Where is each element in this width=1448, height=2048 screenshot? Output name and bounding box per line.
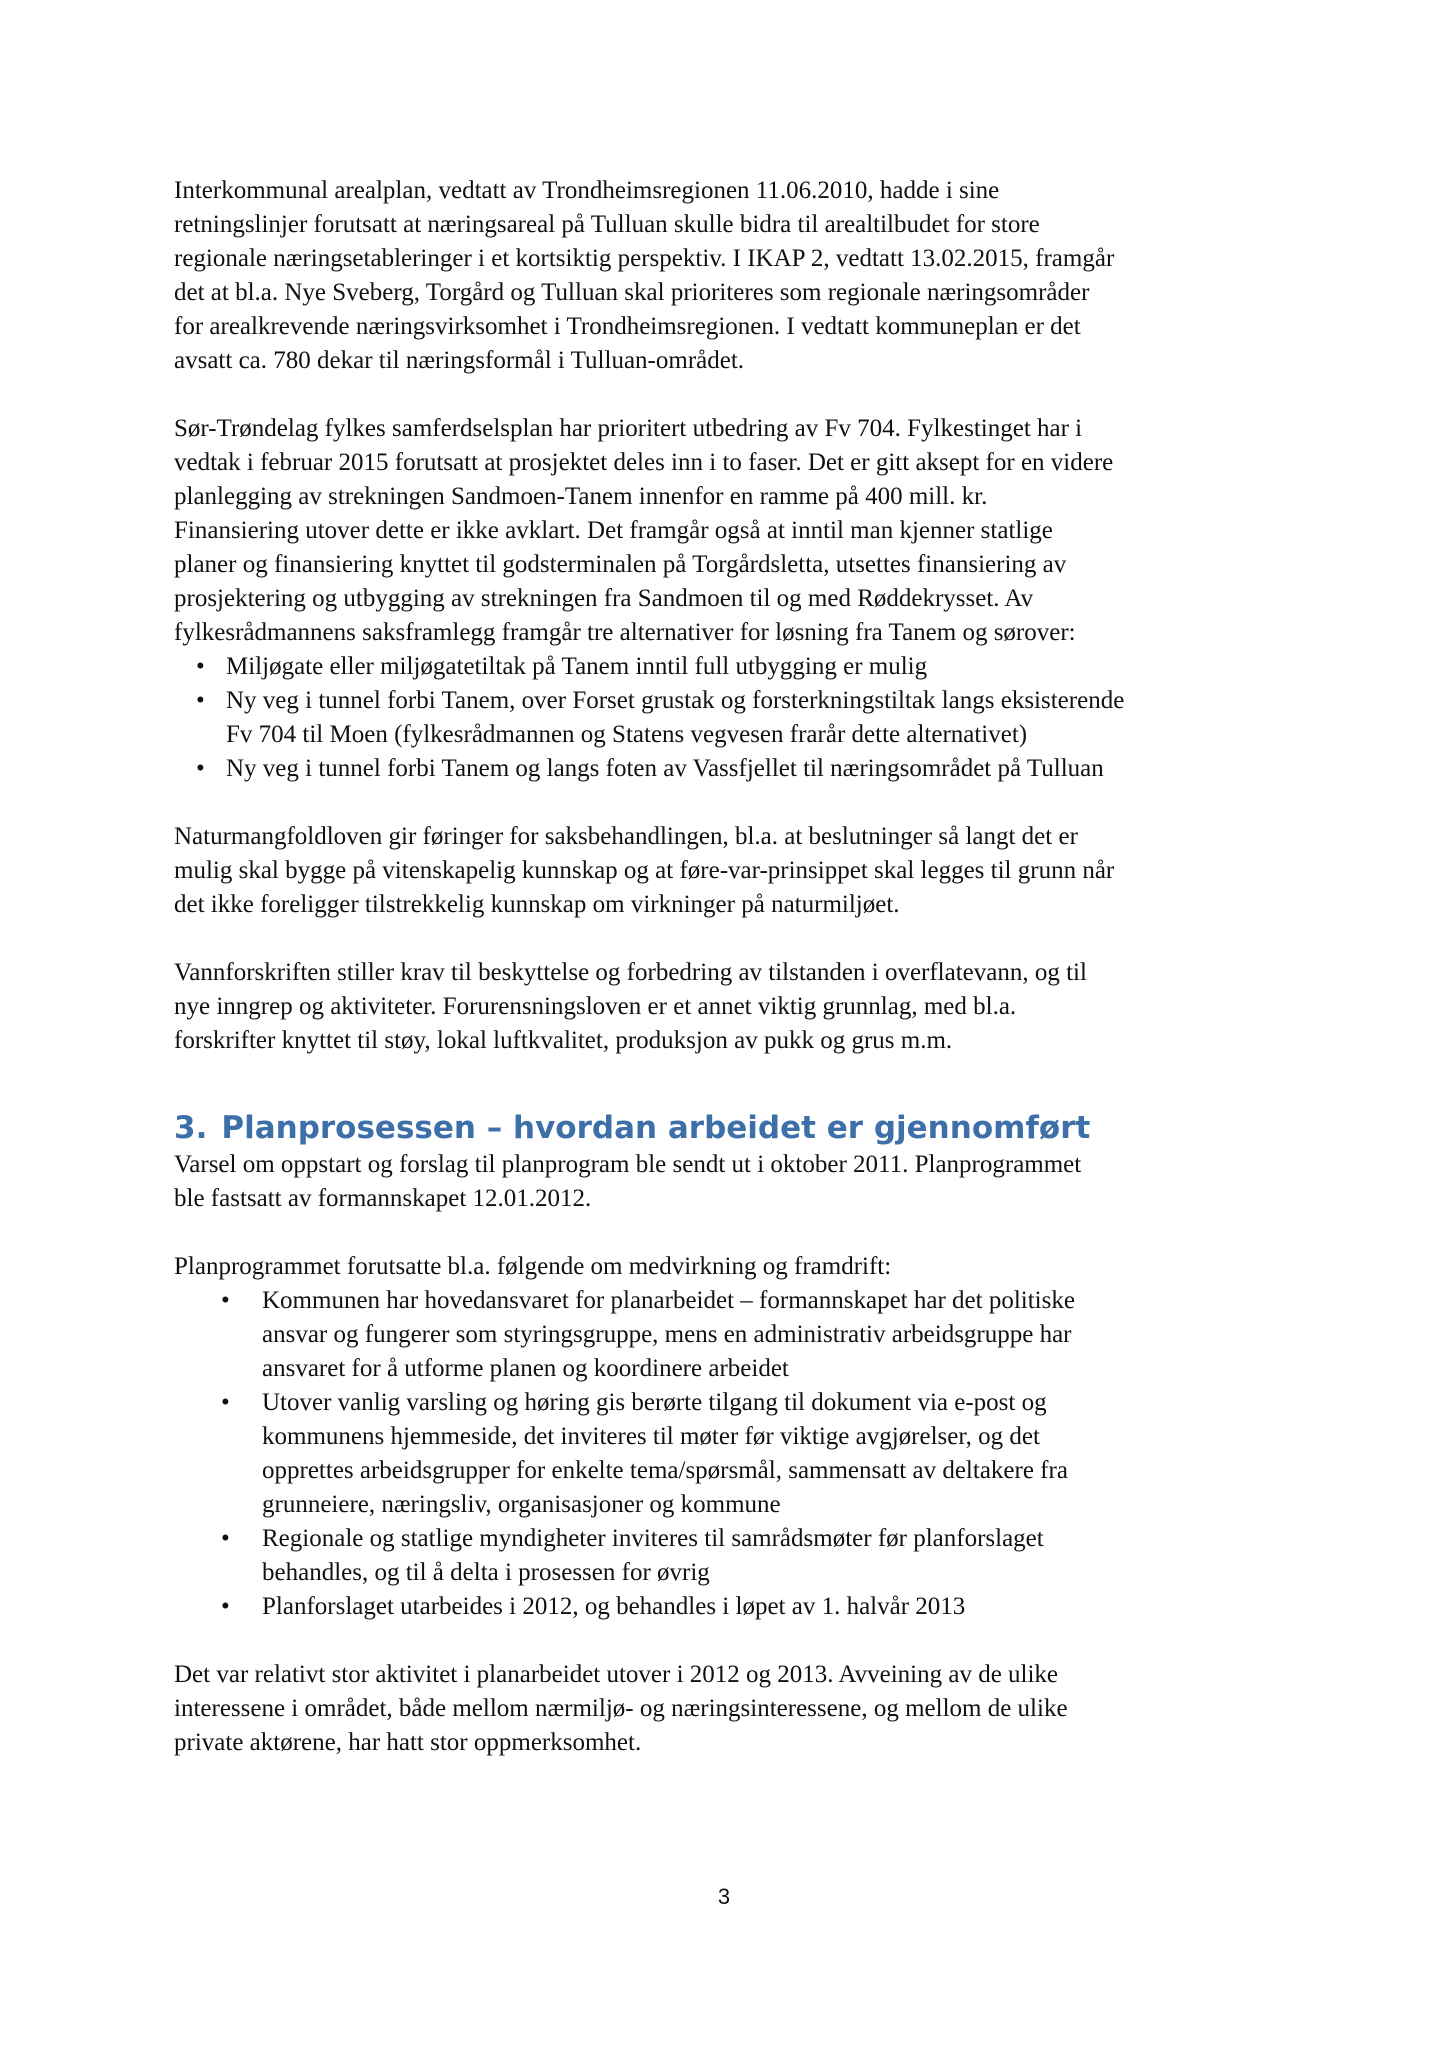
paragraph-varsel: Varsel om oppstart og forslag til planprogram ble sendt ut i oktober 2011. Planprogrammet ble fastsatt av formannskapet 12.01.2012. (174, 1151, 1082, 1212)
list-item (174, 1590, 1286, 1624)
section-title: Planprosessen – hvordan arbeidet er gjennomført (221, 1110, 1091, 1146)
paragraph-vannforskriften: Vannforskriften stiller krav til beskyttelse og forbedring av tilstanden i overflatevann, og til nye inngrep og aktiviteter. Forurensningsloven er et annet viktig grunnlag, med bl.a. forskrifter knyttet til støy, lokal luftkvalitet, produksjon av pukk og grus m.m. (174, 959, 1087, 1054)
paragraph-spacer (174, 1624, 1286, 1658)
list-item-text: Kommunen har hovedansvaret for planarbeidet – formannskapet har det politiske ansvar og fungerer som styringsgruppe, mens en administrativ arbeidsgruppe har ansvaret for å utforme planen og koordinere arbeidet (262, 1287, 1075, 1382)
list-item-text: Ny veg i tunnel forbi Tanem, over Forset grustak og forsterkningstiltak langs eksisterende Fv 704 til Moen (fylkesrådmannen og Statens vegvesen frarår dette alternativet) (226, 687, 1125, 748)
list-item (174, 684, 1286, 752)
paragraph-planprogram: Planprogrammet forutsatte bl.a. følgende om medvirkning og framdrift: (174, 1253, 892, 1280)
paragraph-naturmangfoldloven: Naturmangfoldloven gir føringer for saksbehandlingen, bl.a. at beslutninger så langt det er mulig skal bygge på vitenskapelig kunnskap og at føre-var-prinsippet skal legges til grunn når det ikke foreligger tilstrekkelig kunnskap om virkninger på naturmiljøet. (174, 823, 1115, 918)
list-item-text: Planforslaget utarbeides i 2012, og behandles i løpet av 1. halvår 2013 (262, 1593, 966, 1620)
planprogram-list (174, 1284, 1286, 1624)
list-item (174, 1386, 1286, 1522)
paragraph-samferdselsplan: Sør-Trøndelag fylkes samferdselsplan har prioritert utbedring av Fv 704. Fylkestinget har i vedtak i februar 2015 forutsatt at prosjektet deles inn i to faser. Det er gitt aksept for en videre planlegging av strekningen Sandmoen-Tanem innenfor en ramme på 400 mill. kr. Finansiering utover dette er ikke avklart. Det framgår også at inntil man kjenner statlige planer og finansiering knyttet til godsterminalen på Torgårdsletta, utsettes finansiering av prosjektering og utbygging av strekningen fra Sandmoen til og med Røddekrysset. Av fylkesrådmannens saksframlegg framgår tre alternativer for løsning fra Tanem og sørover: (174, 415, 1114, 646)
paragraph-spacer (174, 378, 1286, 412)
section-number: 3. (174, 1110, 208, 1146)
paragraph-ikap: Interkommunal arealplan, vedtatt av Trondheimsregionen 11.06.2010, hadde i sine retningslinjer forutsatt at næringsareal på Tulluan skulle bidra til arealtilbudet for store regionale næringsetableringer i et kortsiktig perspektiv. I IKAP 2, vedtatt 13.02.2015, framgår det at bl.a. Nye Sveberg, Torgård og Tulluan skal prioriteres som regionale næringsområder for arealkrevende næringsvirksomhet i Trondheimsregionen. I vedtatt kommuneplan er det avsatt ca. 780 dekar til næringsformål i Tulluan-området. (174, 177, 1115, 374)
bullet-icon: • (221, 1389, 230, 1416)
section-heading (174, 1108, 1286, 1148)
paragraph-aktivitet: Det var relativt stor aktivitet i planarbeidet utover i 2012 og 2013. Avveining av de ulike interessene i området, både mellom nærmiljø- og næringsinteressene, og mellom de ulike private aktørene, har hatt stor oppmerksomhet. (174, 1661, 1068, 1756)
list-item (174, 650, 1286, 684)
paragraph-spacer (174, 922, 1286, 956)
bullet-icon: • (196, 687, 205, 714)
list-item (174, 1522, 1286, 1590)
alternatives-list (174, 650, 1286, 786)
list-item (174, 1284, 1286, 1386)
bullet-icon: • (196, 755, 205, 782)
document-page (174, 174, 1286, 1760)
bullet-icon: • (221, 1525, 230, 1552)
list-item-text: Utover vanlig varsling og høring gis berørte tilgang til dokument via e-post og kommunens hjemmeside, det inviteres til møter før viktige avgjørelser, og det opprettes arbeidsgrupper for enkelte tema/spørsmål, sammensatt av deltakere fra grunneiere, næringsliv, organisasjoner og kommune (262, 1389, 1068, 1518)
paragraph-spacer (174, 786, 1286, 820)
list-item (174, 752, 1286, 786)
list-item-text: Miljøgate eller miljøgatetiltak på Tanem inntil full utbygging er mulig (226, 653, 928, 680)
bullet-icon: • (221, 1593, 230, 1620)
bullet-icon: • (196, 653, 205, 680)
list-item-text: Ny veg i tunnel forbi Tanem og langs foten av Vassfjellet til næringsområdet på Tulluan (226, 755, 1104, 782)
bullet-icon: • (221, 1287, 230, 1314)
list-item-text: Regionale og statlige myndigheter inviteres til samrådsmøter før planforslaget behandles, og til å delta i prosessen for øvrig (262, 1525, 1044, 1586)
page-number: 3 (717, 1884, 731, 1909)
paragraph-spacer (174, 1216, 1286, 1250)
